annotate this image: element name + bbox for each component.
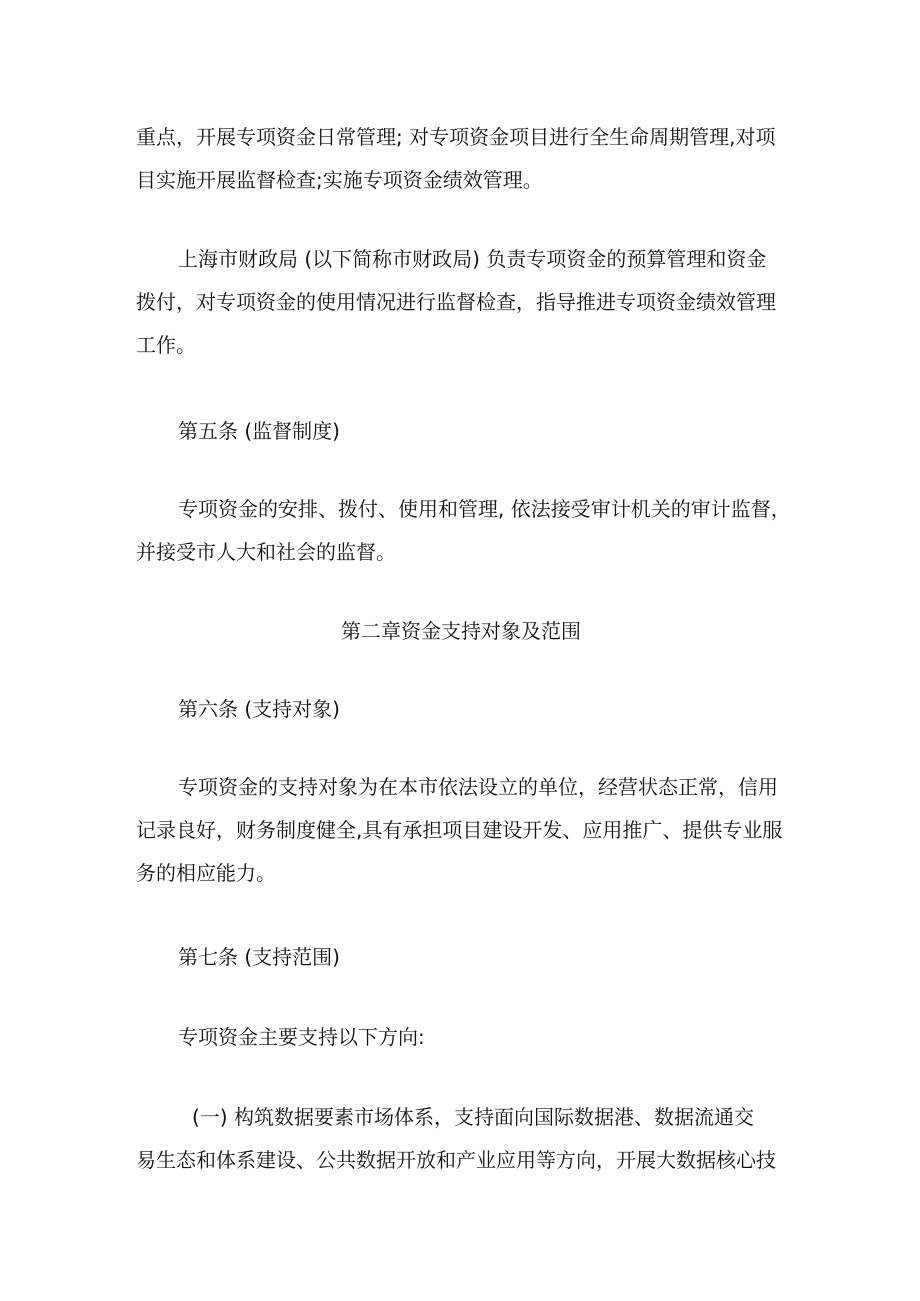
paragraph-finance-bureau: [136, 238, 786, 367]
text-line: 专项资金的安排、拨付、使用和管理, 依法接受审计机关的审计监督，: [178, 497, 791, 521]
text-line: (一) 构筑数据要素市场体系，支持面向国际数据港、数据流通交: [192, 1105, 754, 1129]
text-line: 易生态和体系建设、公共数据开放和产业应用等方向，开展大数据核心技: [136, 1148, 776, 1172]
text-line: 记录良好，财务制度健全,具有承担项目建设开发、应用推广、提供专业服: [136, 818, 783, 842]
article-5-body: [136, 488, 791, 574]
text-line: 上海市财政局 (以下简称市财政局) 负责专项资金的预算管理和资金: [178, 247, 767, 271]
item-1: [136, 1096, 786, 1182]
text-line: 重点，开展专项资金日常管理; 对专项资金项目进行全生命周期管理,对项: [136, 125, 776, 149]
text-line: 拨付，对专项资金的使用情况进行监督检查，指导推进专项资金绩效管理: [136, 290, 776, 314]
article-7-heading: [136, 936, 786, 979]
article-6-heading: [136, 688, 786, 731]
text-line: 专项资金的支持对象为在本市依法设立的单位，经营状态正常，信用: [178, 775, 778, 799]
article-6-body: [136, 766, 786, 895]
text-line: 目实施开展监督检查;实施专项资金绩效管理。: [136, 168, 543, 192]
article-heading: 第七条 (支持范围): [178, 945, 340, 969]
text-line: 工作。: [136, 333, 196, 357]
text-line: 专项资金主要支持以下方向:: [178, 1025, 425, 1049]
chapter-2-heading: 第二章资金支持对象及范围: [341, 619, 581, 643]
text-line: 务的相应能力。: [136, 861, 276, 885]
text-line: 并接受市人大和社会的监督。: [136, 540, 396, 564]
article-heading: 第六条 (支持对象): [178, 697, 340, 721]
article-5-heading: [136, 410, 786, 453]
article-heading: 第五条 (监督制度): [178, 419, 340, 443]
article-7-intro: [136, 1016, 786, 1059]
paragraph-continued: [136, 116, 786, 202]
